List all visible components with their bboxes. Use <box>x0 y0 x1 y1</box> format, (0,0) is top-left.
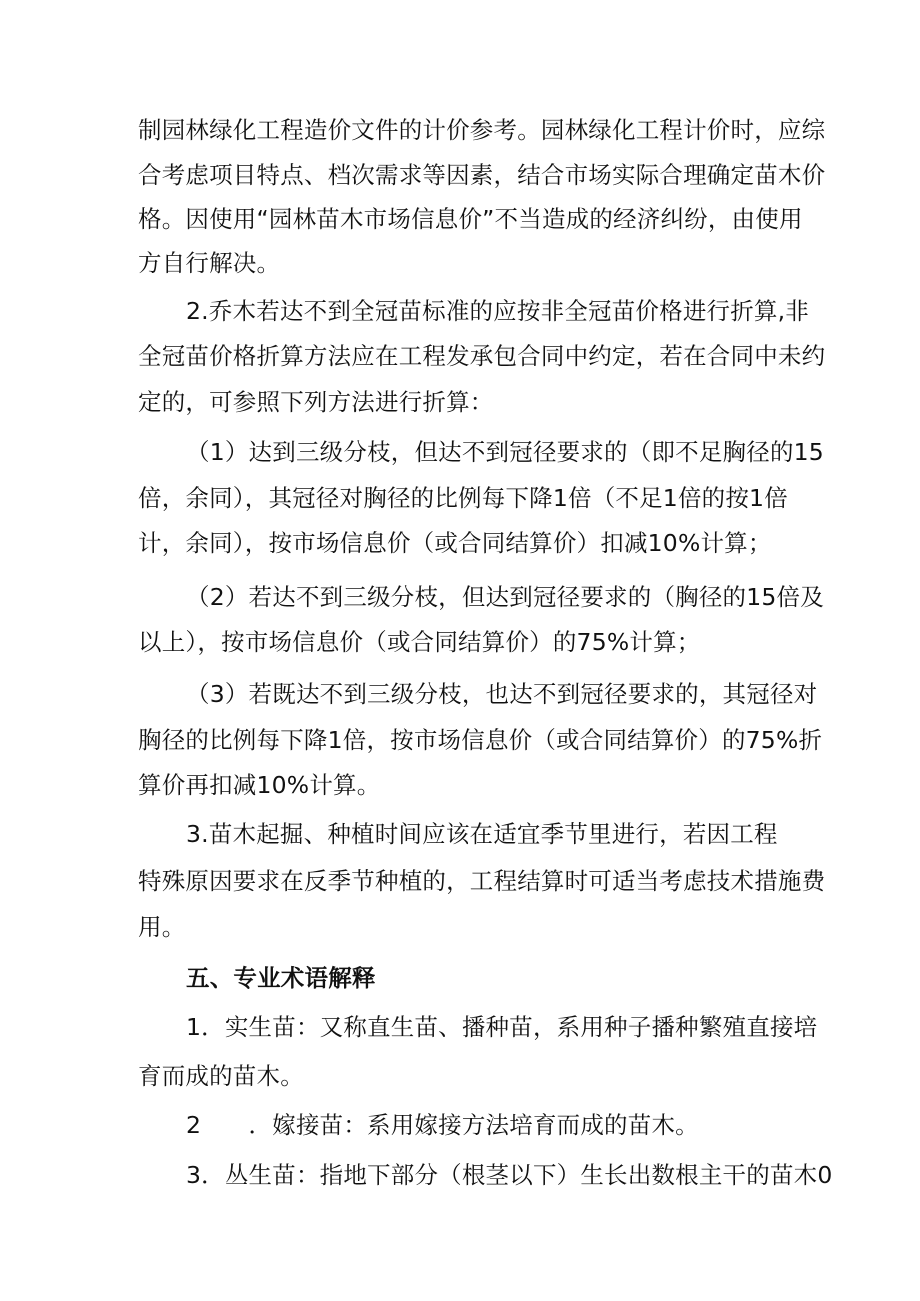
text-line: （1）达到三级分枝，但达不到冠径要求的（即不足胸径的15 <box>186 438 824 466</box>
text-line: 用。 <box>138 913 186 941</box>
text-line: 算价再扣减10%计算。 <box>138 771 381 799</box>
text-line: 倍，余同），其冠径对胸径的比例每下降1倍（不足1倍的按1倍 <box>138 484 788 512</box>
text-line: 特殊原因要求在反季节种植的，工程结算时可适当考虑技术措施费 <box>138 867 826 895</box>
text-line: 胸径的比例每下降1倍，按市场信息价（或合同结算价）的75%折 <box>138 726 823 754</box>
text-line: （3）若既达不到三级分枝，也达不到冠径要求的，其冠径对 <box>186 680 818 708</box>
text-line: 3.苗木起掘、种植时间应该在适宜季节里进行，若因工程 <box>186 820 778 848</box>
text-line: 育而成的苗木。 <box>138 1062 304 1090</box>
text-line: 2 ．嫁接苗：系用嫁接方法培育而成的苗木。 <box>186 1111 699 1139</box>
text-line: 全冠苗价格折算方法应在工程发承包合同中约定，若在合同中未约 <box>138 342 826 370</box>
text-line: 方自行解决。 <box>138 249 281 277</box>
text-line: 格。因使用“园林苗木市场信息价”不当造成的经济纠纷，由使用 <box>138 205 803 233</box>
text-line: 定的，可参照下列方法进行折算： <box>138 388 494 416</box>
text-line: 以上），按市场信息价（或合同结算价）的75%计算； <box>138 628 701 656</box>
text-line: 1．实生苗：又称直生苗、播种苗，系用种子播种繁殖直接培 <box>186 1013 818 1041</box>
section-heading: 五、专业术语解释 <box>186 964 376 992</box>
text-line: 计，余同），按市场信息价（或合同结算价）扣减10%计算； <box>138 529 772 557</box>
text-line: 制园林绿化工程造价文件的计价参考。园林绿化工程计价时，应综 <box>138 116 826 144</box>
text-line: （2）若达不到三级分枝，但达到冠径要求的（胸径的15倍及 <box>186 583 824 611</box>
text-line: 2.乔木若达不到全冠苗标准的应按非全冠苗价格进行折算,非 <box>186 297 809 325</box>
text-line: 合考虑项目特点、档次需求等因素，结合市场实际合理确定苗木价 <box>138 161 826 189</box>
text-line: 3．丛生苗：指地下部分（根茎以下）生长出数根主干的苗木0 <box>186 1161 833 1189</box>
